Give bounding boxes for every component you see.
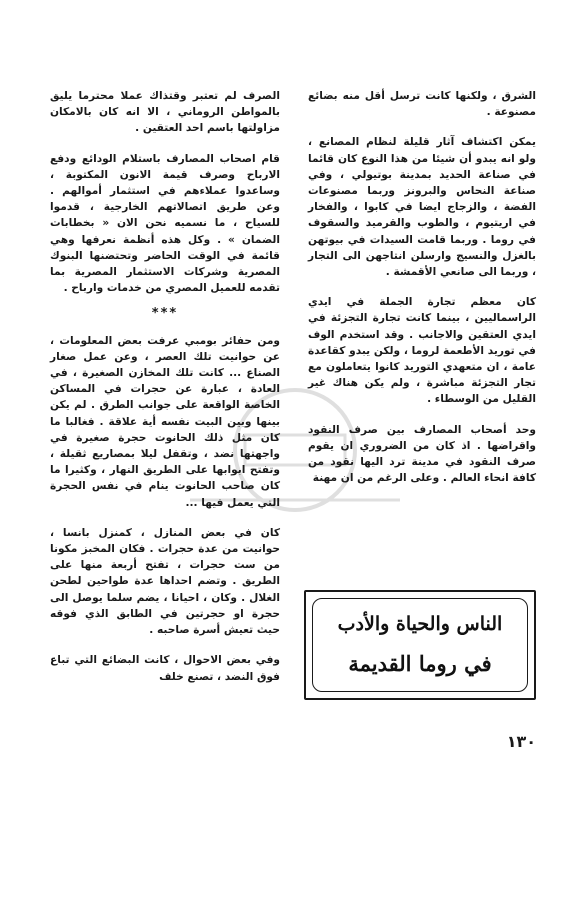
paragraph: وفي بعض الاحوال ، كانت البضائع التي تباع فوق النضد ، تصنع خلف: [50, 654, 280, 683]
paragraph: كان في بعض المنازل ، كمنزل بانسا ، حوانيت من عدة حجرات . فكان المخبز مكونا من ست حجرات ، تفتح أربعة منها على الطريق . وتضم احداها عدة طواحين لطحن الغلال . وكان ، احيانا ، يضم سلما يوصل الى حجرة او حجرتين في الطابق الذي فوقه حيث تعيش أسرة صاحبه .: [50, 526, 280, 637]
book-title-line-1: الناس والحياة والأدب: [337, 613, 503, 635]
left-column: [50, 88, 280, 695]
paragraph: كان معظم تجارة الجملة في ايدي الراسماليين ، بينما كانت تجارة التجزئة في ايدي العتقين والاجانب . وقد استخدم الوف في توريد الأطعمة لروما ، ولكن يبدو كقاعدة عامة ، ان متعهدي التوريد كانوا يتعاملون مع تجار التجزئة مباشرة ، ولم يكن هناك غير القليل من الوسطاء .: [308, 296, 536, 406]
right-column: [308, 88, 536, 496]
paragraph: يمكن اكتشاف آثار قليلة لنظام المصانع ، ولو انه يبدو أن شيئا من هذا النوع كان قائما في صناعة الحديد بمدينة بوتيولي ، وفي صناعة النحاس والبرونز وربما مصنوعات الفضة ، والزجاج ايضا في كابوا ، والفخار في اريتيوم ، والطوب والقرميد والسقوف في روما . وربما قامت السيدات في بيوتهن بالغزل والنسيج وارسلن انتاجهن الى التجار ، وربما الى صانعي الأقمشة .: [308, 136, 536, 279]
title-frame: [312, 598, 528, 692]
paragraph: الشرق ، ولكنها كانت ترسل أقل منه بضائع مصنوعة .: [308, 90, 536, 119]
section-separator: ***: [151, 306, 179, 322]
paragraph: وحد أصحاب المصارف بين صرف النقود واقراضها . اذ كان من الضروري ان يقوم صرف النقود في مدينة ترد اليها نقود من كافة انحاء العالم . وعلى الرغم من ان مهنة: [308, 423, 536, 485]
paragraph: ومن حفائر بومبي عرفت بعض المعلومات ، عن حوانيت تلك العصر ، وعن عمل صغار الصناع ... كانت تلك المخازن الصغيرة ، في العادة ، عبارة عن حجرات في المساكن الخاصة الواقعة على جوانب الطرق . لم يكن بينها وبين البيت نفسه أية علاقة . فغالبا ما كان مثل ذلك الحانوت حجرة صغيرة في واجهتها نضد ، وتقفل ليلا بمصاريع ثقيلة ، وتفتح ابوابها على الطريق النهار ، وكثيرا ما كان صاحب الحانوت ينام في نفس الحجرة التي يعمل فيها ...: [50, 334, 280, 509]
paragraph: قام اصحاب المصارف باستلام الودائع ودفع الارباح وصرف قيمة الانون المكتوبة ، وساعدوا عملاءهم في استثمار أموالهم . وعن طريق اتصالاتهم الخارجية ، قدموا للسياح ، ما نسميه نحن الان « بخطابات الضمان » . وكل هذه أنظمة نعرفها وهي قائمة في الوقت الحاضر وتحتضنها البنوك المصرية وشركات الاستثمار المصرية بما تقدمه للعميل المصري من خدمات وارباح .: [50, 152, 280, 295]
book-title-box: [304, 590, 536, 700]
book-title-line-2: في روما القديمة: [348, 651, 492, 676]
page-number: ١٣٠: [506, 732, 536, 751]
paragraph: الصرف لم تعتبر وقتذاك عملا محترما يليق بالمواطن الروماني ، الا انه كان بالامكان مزاولتها باسم احد العتقين .: [50, 90, 280, 135]
